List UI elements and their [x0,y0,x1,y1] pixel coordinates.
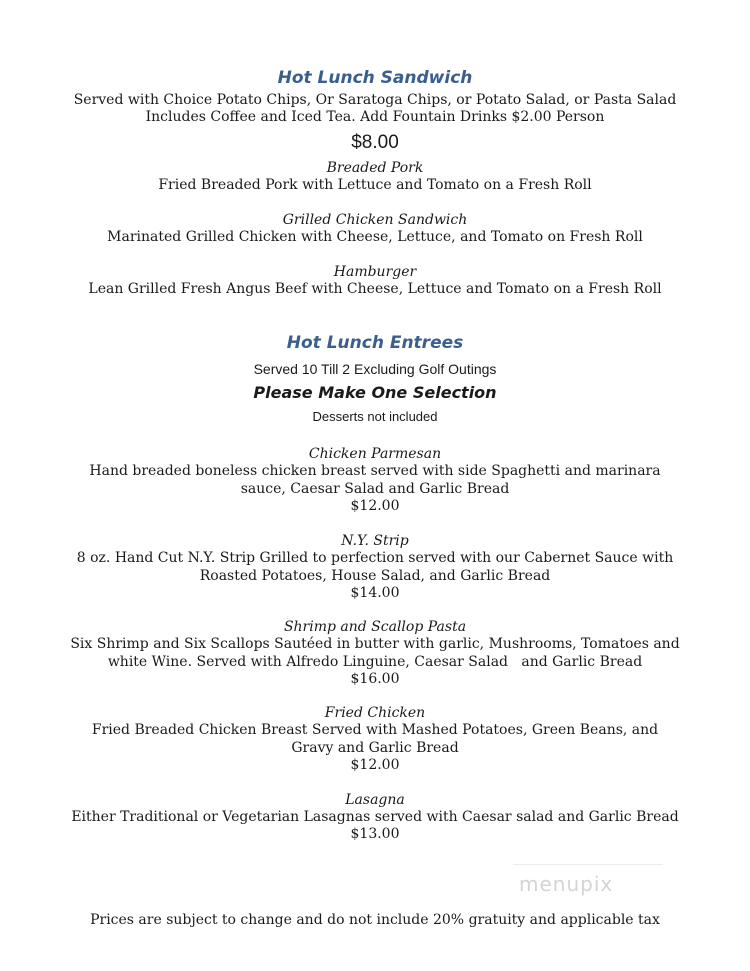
footer-disclaimer: Prices are subject to change and do not include 20% gratuity and applicable tax [90,912,660,928]
menu-item-description: Gravy and Garlic Bread [291,740,459,756]
watermark-line [513,864,663,865]
menu-item-name: Lasagna [345,792,405,808]
menu-item-price: $16.00 [350,671,400,687]
menu-item-name: Grilled Chicken Sandwich [282,212,468,228]
menu-item-price: $12.00 [350,498,400,514]
served-hours-note: Served 10 Till 2 Excluding Golf Outings [253,361,497,377]
sandwich-price: $8.00 [351,132,399,153]
sandwich-section-title: Hot Lunch Sandwich [277,68,473,88]
menu-item-price: $12.00 [350,757,400,773]
menu-item-description: Marinated Grilled Chicken with Cheese, Lettuce, and Tomato on Fresh Roll [107,229,643,245]
menu-item-price: $13.00 [350,826,400,842]
menu-item-name: Shrimp and Scallop Pasta [283,619,467,635]
menu-item-name: Breaded Pork [326,160,424,176]
entrees-section-title: Hot Lunch Entrees [286,333,464,353]
menu-item-description: Fried Breaded Pork with Lettuce and Tomato on a Fresh Roll [158,177,592,193]
menu-item-description: Roasted Potatoes, House Salad, and Garlic Bread [199,568,551,584]
menu-item-name: Chicken Parmesan [308,446,442,462]
menu-item-description: 8 oz. Hand Cut N.Y. Strip Grilled to perfection served with our Cabernet Sauce with [76,550,674,566]
sandwich-description: Served with Choice Potato Chips, Or Saratoga Chips, or Potato Salad, or Pasta Salad [73,92,677,108]
menu-item-description: sauce, Caesar Salad and Garlic Bread [240,481,510,497]
desserts-note: Desserts not included [312,409,438,424]
menu-item-description: Six Shrimp and Six Scallops Sautéed in butter with garlic, Mushrooms, Tomatoes and [70,636,680,652]
menu-item-description: Hand breaded boneless chicken breast served with side Spaghetti and marinara [89,463,661,479]
menu-item-name: Fried Chicken [324,705,426,721]
menu-item-description: Fried Breaded Chicken Breast Served with Mashed Potatoes, Green Beans, and [91,722,659,738]
menu-item-name: Hamburger [333,264,417,280]
menupix-watermark [505,860,665,900]
selection-instruction: Please Make One Selection [253,383,497,402]
watermark-text: menupix [519,872,614,896]
menu-item-description: Either Traditional or Vegetarian Lasagnas served with Caesar salad and Garlic Bread [71,809,679,825]
menu-item-description: Lean Grilled Fresh Angus Beef with Cheese, Lettuce and Tomato on a Fresh Roll [88,281,662,297]
menu-item-description: white Wine. Served with Alfredo Linguine, Caesar Salad and Garlic Bread [107,654,643,670]
sandwich-includes: Includes Coffee and Iced Tea. Add Fountain Drinks $2.00 Person [145,109,605,125]
menu-item-price: $14.00 [350,585,400,601]
menu-item-name: N.Y. Strip [341,533,409,549]
